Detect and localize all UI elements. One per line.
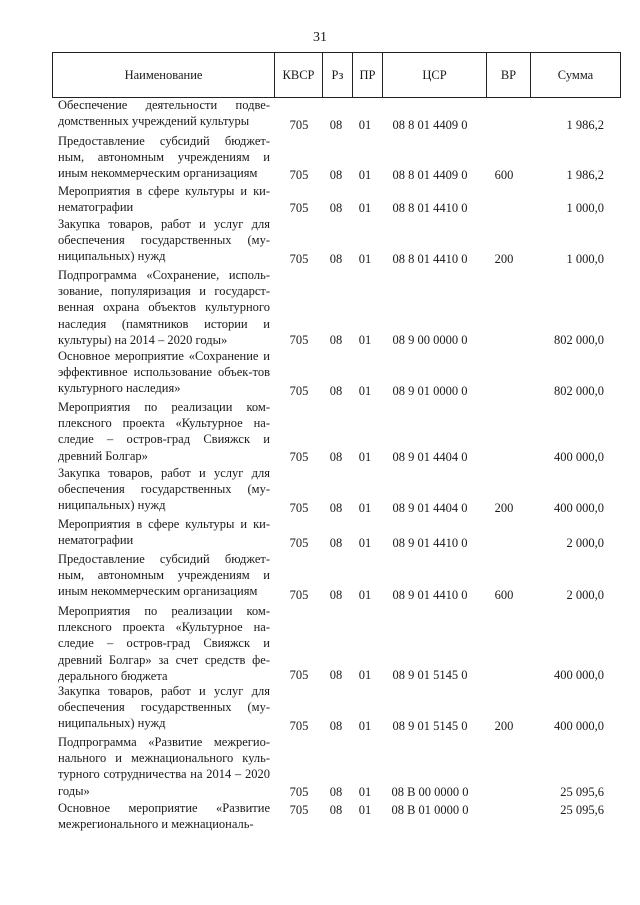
header-vr: ВР xyxy=(487,53,531,98)
row-kvsr: 705 xyxy=(289,719,309,733)
row-csr: 08 9 01 4404 0 xyxy=(392,450,468,464)
row-name: Закупка товаров, работ и услуг для обеспечения государственных (му-ниципальных) нужд xyxy=(58,684,270,731)
row-rz: 08 xyxy=(329,803,343,817)
row-rz: 08 xyxy=(329,668,343,682)
table-row xyxy=(52,183,620,216)
row-name: Подпрограмма «Развитие межрегио-нального и межнационального куль-турного сотрудничества на 2014 – 2020 годы» xyxy=(58,735,270,798)
row-vr: 600 xyxy=(494,168,514,182)
row-vr: 200 xyxy=(494,501,514,515)
row-pr: 01 xyxy=(358,450,372,464)
table-row xyxy=(52,216,620,267)
table-row xyxy=(52,603,620,683)
table-row xyxy=(52,683,620,734)
row-rz: 08 xyxy=(329,201,343,215)
row-rz: 08 xyxy=(329,252,343,266)
row-name: Предоставление субсидий бюджет-ным, автономным учреждениям и иным некоммерческим организациям xyxy=(58,552,270,599)
page-number: 31 xyxy=(313,30,327,45)
row-rz: 08 xyxy=(329,333,343,347)
row-kvsr: 705 xyxy=(289,501,309,515)
row-pr: 01 xyxy=(358,785,372,799)
row-rz: 08 xyxy=(329,588,343,602)
row-sum: 1 986,2 xyxy=(566,168,604,182)
row-name: Основное мероприятие «Сохранение и эффективное использование объек-тов культурного наследия» xyxy=(58,349,270,396)
row-name: Обеспечение деятельности подве-домственных учреждений культуры xyxy=(58,98,270,129)
row-sum: 802 000,0 xyxy=(554,384,604,398)
row-pr: 01 xyxy=(358,118,372,132)
row-kvsr: 705 xyxy=(289,201,309,215)
row-sum: 2 000,0 xyxy=(566,536,604,550)
row-csr: 08 9 01 4410 0 xyxy=(392,536,468,550)
row-vr: 200 xyxy=(494,252,514,266)
table-row xyxy=(52,516,620,551)
row-kvsr: 705 xyxy=(289,118,309,132)
row-name: Основное мероприятие «Развитие межрегионального и межнациональ- xyxy=(58,801,270,832)
table-body xyxy=(52,97,620,836)
table-row xyxy=(52,348,620,399)
table-row xyxy=(52,97,620,133)
row-rz: 08 xyxy=(329,168,343,182)
row-sum: 400 000,0 xyxy=(554,501,604,515)
row-rz: 08 xyxy=(329,501,343,515)
row-sum: 2 000,0 xyxy=(566,588,604,602)
row-kvsr: 705 xyxy=(289,588,309,602)
row-csr: 08 9 00 0000 0 xyxy=(392,333,468,347)
header-sum: Сумма xyxy=(531,53,621,98)
row-kvsr: 705 xyxy=(289,384,309,398)
row-pr: 01 xyxy=(358,384,372,398)
row-csr: 08 9 01 5145 0 xyxy=(392,668,468,682)
row-pr: 01 xyxy=(358,588,372,602)
row-rz: 08 xyxy=(329,118,343,132)
row-rz: 08 xyxy=(329,785,343,799)
row-csr: 08 8 01 4410 0 xyxy=(392,201,468,215)
row-csr: 08 В 00 0000 0 xyxy=(391,785,469,799)
row-name: Закупка товаров, работ и услуг для обеспечения государственных (му-ниципальных) нужд xyxy=(58,466,270,513)
row-kvsr: 705 xyxy=(289,668,309,682)
row-csr: 08 9 01 4410 0 xyxy=(392,588,468,602)
row-name: Закупка товаров, работ и услуг для обеспечения государственных (му-ниципальных) нужд xyxy=(58,217,270,264)
row-pr: 01 xyxy=(358,719,372,733)
row-rz: 08 xyxy=(329,450,343,464)
row-name: Мероприятия в сфере культуры и ки-нематографии xyxy=(58,184,270,215)
row-sum: 1 000,0 xyxy=(566,252,604,266)
row-sum: 25 095,6 xyxy=(560,803,604,817)
row-sum: 802 000,0 xyxy=(554,333,604,347)
row-vr: 600 xyxy=(494,588,514,602)
row-kvsr: 705 xyxy=(289,168,309,182)
row-sum: 400 000,0 xyxy=(554,668,604,682)
header-csr: ЦСР xyxy=(383,53,487,98)
row-sum: 25 095,6 xyxy=(560,785,604,799)
row-sum: 400 000,0 xyxy=(554,719,604,733)
row-pr: 01 xyxy=(358,803,372,817)
row-csr: 08 В 01 0000 0 xyxy=(391,803,469,817)
row-kvsr: 705 xyxy=(289,785,309,799)
row-csr: 08 9 01 4404 0 xyxy=(392,501,468,515)
header-pr: ПР xyxy=(353,53,383,98)
row-pr: 01 xyxy=(358,201,372,215)
row-sum: 400 000,0 xyxy=(554,450,604,464)
row-csr: 08 8 01 4409 0 xyxy=(392,118,468,132)
header-rz: Рз xyxy=(323,53,353,98)
table-row xyxy=(52,267,620,348)
row-kvsr: 705 xyxy=(289,803,309,817)
row-pr: 01 xyxy=(358,168,372,182)
row-kvsr: 705 xyxy=(289,333,309,347)
table-row xyxy=(52,734,620,800)
table-row xyxy=(52,551,620,603)
table-row xyxy=(52,133,620,183)
table-row xyxy=(52,399,620,465)
row-csr: 08 9 01 5145 0 xyxy=(392,719,468,733)
row-kvsr: 705 xyxy=(289,536,309,550)
row-csr: 08 8 01 4410 0 xyxy=(392,252,468,266)
row-pr: 01 xyxy=(358,668,372,682)
table-header xyxy=(52,52,621,98)
row-name: Мероприятия по реализации ком-плексного проекта «Культурное на-следие – остров-град Свияжск и древний Болгар» за счет средств фе-дерального бюджета xyxy=(58,604,270,683)
row-csr: 08 9 01 0000 0 xyxy=(392,384,468,398)
row-sum: 1 986,2 xyxy=(566,118,604,132)
row-pr: 01 xyxy=(358,252,372,266)
row-pr: 01 xyxy=(358,333,372,347)
row-name: Мероприятия по реализации ком-плексного проекта «Культурное на-следие – остров-град Свияжск и древний Болгар» xyxy=(58,400,270,463)
row-kvsr: 705 xyxy=(289,450,309,464)
table-row xyxy=(52,800,620,836)
table-row xyxy=(52,465,620,516)
row-name: Подпрограмма «Сохранение, исполь-зование, популяризация и государст-венная охрана объектов культурного наследия (памятников истории и культуры) на 2014 – 2020 годы» xyxy=(58,268,270,347)
row-pr: 01 xyxy=(358,501,372,515)
header-kvsr: КВСР xyxy=(275,53,323,98)
row-kvsr: 705 xyxy=(289,252,309,266)
row-name: Предоставление субсидий бюджет-ным, автономным учреждениям и иным некоммерческим организациям xyxy=(58,134,270,181)
row-rz: 08 xyxy=(329,536,343,550)
row-sum: 1 000,0 xyxy=(566,201,604,215)
row-name: Мероприятия в сфере культуры и ки-нематографии xyxy=(58,517,270,548)
row-rz: 08 xyxy=(329,719,343,733)
row-vr: 200 xyxy=(494,719,514,733)
row-pr: 01 xyxy=(358,536,372,550)
row-rz: 08 xyxy=(329,384,343,398)
header-name: Наименование xyxy=(53,53,275,98)
row-csr: 08 8 01 4409 0 xyxy=(392,168,468,182)
